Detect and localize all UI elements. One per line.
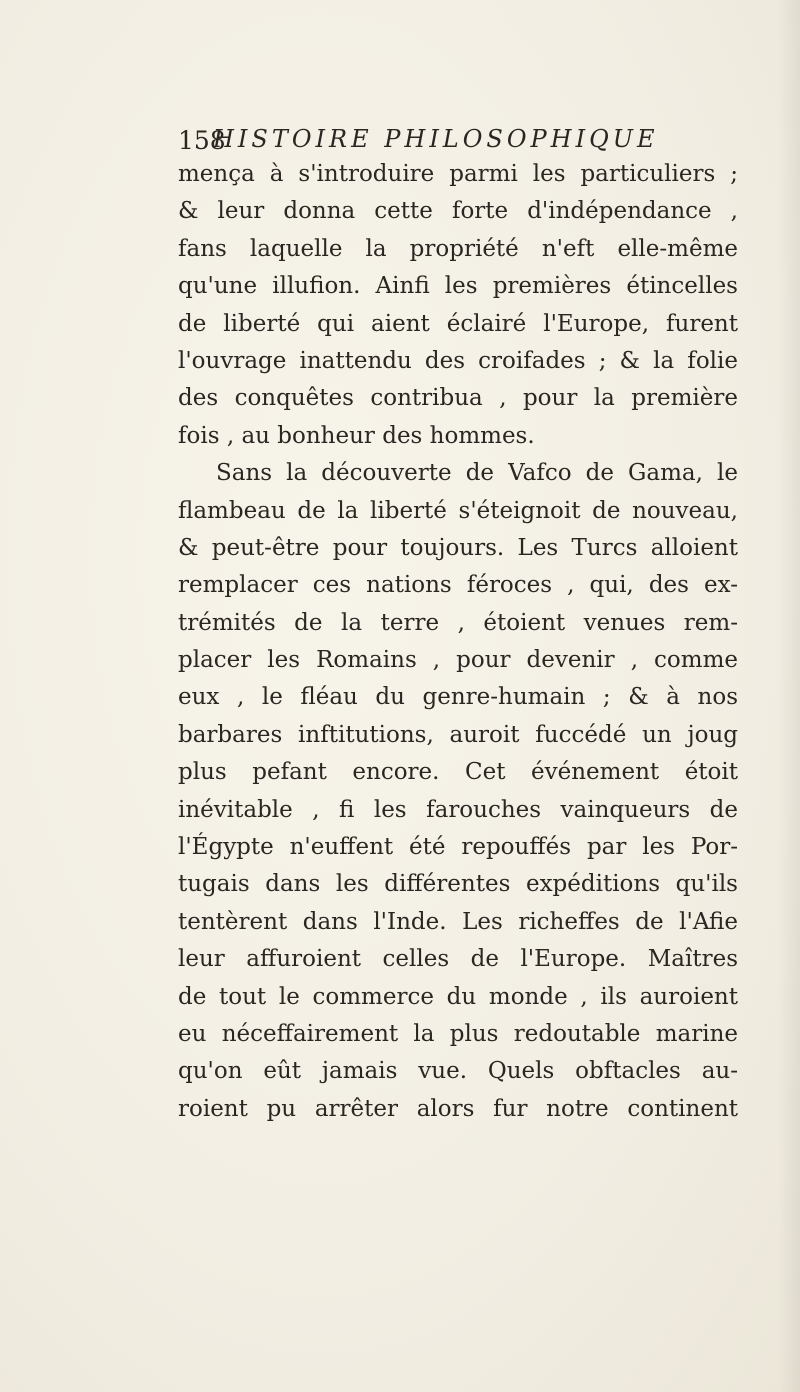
text-line: l'ouvrage inattendu des croifades ; & la folie bbox=[178, 347, 738, 374]
text-line: des conquêtes contribua , pour la première bbox=[178, 385, 738, 412]
text-line: eux , le fléau du genre-humain ; & à nos bbox=[178, 684, 738, 711]
text-line: placer les Romains , pour devenir , comme bbox=[178, 647, 738, 674]
text-line: roient pu arrêter alors fur notre continent bbox=[178, 1095, 738, 1122]
text-line: tugais dans les différentes expéditions qu'ils bbox=[178, 871, 738, 898]
text-line: inévitable , fi les farouches vainqueurs de bbox=[178, 796, 738, 823]
text-line: qu'on eût jamais vue. Quels obftacles au- bbox=[178, 1058, 738, 1085]
text-line: leur affuroient celles de l'Europe. Maîtres bbox=[178, 946, 738, 973]
text-line: & peut-être pour toujours. Les Turcs alloient bbox=[178, 534, 738, 561]
text-line: fois , au bonheur des hommes. bbox=[178, 422, 535, 449]
text-line: flambeau de la liberté s'éteignoit de nouveau, bbox=[178, 497, 738, 524]
text-line: mença à s'introduire parmi les particuliers ; bbox=[178, 161, 738, 187]
page-edge-shadow bbox=[778, 0, 800, 1392]
text-line: eu néceffairement la plus redoutable marine bbox=[178, 1020, 738, 1047]
text-line: l'Égypte n'euffent été repouffés par les Por- bbox=[178, 834, 738, 861]
text-line: fans laquelle la propriété n'eft elle-même bbox=[178, 235, 738, 262]
page-header bbox=[178, 120, 738, 160]
text-line: barbares inftitutions, auroit fuccédé un joug bbox=[178, 721, 738, 748]
text-line: plus pefant encore. Cet événement étoit bbox=[178, 759, 738, 786]
running-head: HISTOIRE PHILOSOPHIQUE bbox=[213, 125, 659, 153]
text-line: qu'une illufion. Ainfi les premières étincelles bbox=[178, 273, 738, 300]
text-line: tentèrent dans l'Inde. Les richeffes de l'Afie bbox=[178, 908, 738, 935]
page-number: 158 bbox=[178, 126, 226, 155]
text-line: de liberté qui aient éclairé l'Europe, furent bbox=[178, 310, 738, 337]
text-line: trémités de la terre , étoient venues rem- bbox=[178, 609, 738, 636]
body-text bbox=[178, 156, 738, 1128]
text-line: remplacer ces nations féroces , qui, des ex- bbox=[178, 572, 738, 599]
text-line: & leur donna cette forte d'indépendance , bbox=[178, 198, 738, 225]
text-line: de tout le commerce du monde , ils auroient bbox=[178, 983, 738, 1010]
text-line: Sans la découverte de Vafco de Gama, le bbox=[216, 460, 738, 487]
